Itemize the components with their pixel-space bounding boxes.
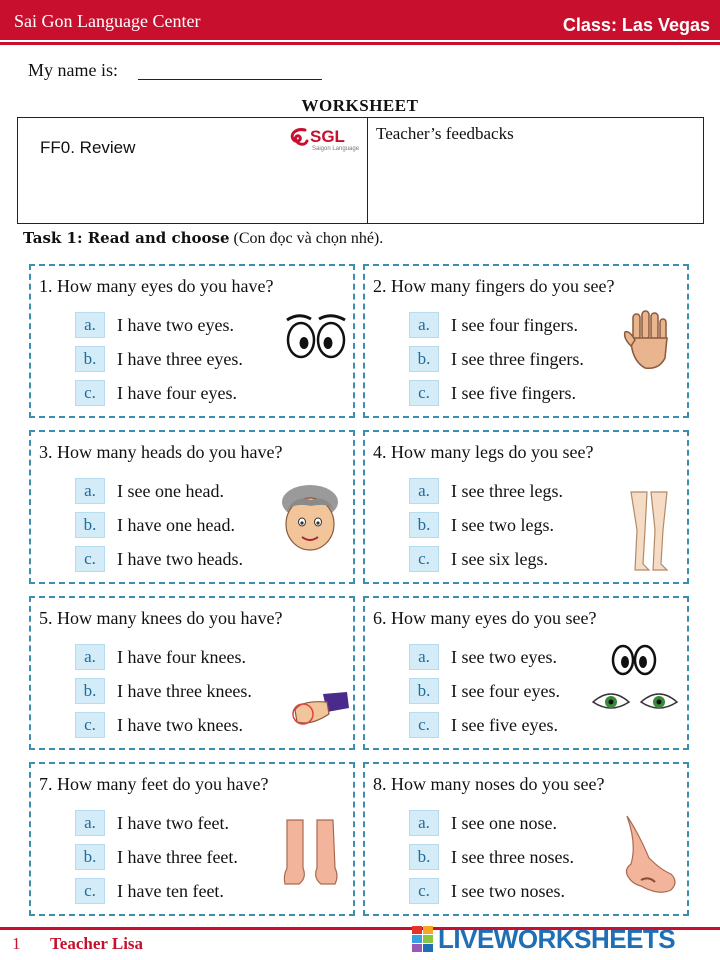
knee-icon [287, 690, 351, 730]
option-letter[interactable]: c. [409, 712, 439, 738]
sgl-swirl-icon [288, 126, 310, 150]
option-text: I see two eyes. [451, 646, 557, 667]
option-c[interactable] [75, 380, 237, 406]
option-c[interactable] [409, 712, 558, 738]
header-band [0, 0, 720, 40]
option-c[interactable] [409, 546, 548, 572]
question-text: 1. How many eyes do you have? [39, 276, 274, 296]
head-icon [275, 482, 345, 554]
logo-text: SGL [310, 127, 345, 146]
task-instruction [23, 229, 383, 248]
option-text: I have two heads. [117, 548, 243, 569]
option-text: I see four fingers. [451, 314, 578, 335]
option-a[interactable] [75, 478, 224, 504]
question-text: 8. How many noses do you see? [373, 774, 605, 794]
nose-icon [619, 814, 681, 896]
option-a[interactable] [75, 810, 229, 836]
question-text: 2. How many fingers do you see? [373, 276, 615, 296]
option-text: I see six legs. [451, 548, 548, 569]
option-text: I have three eyes. [117, 348, 243, 369]
option-text: I have three knees. [117, 680, 252, 701]
option-letter[interactable]: a. [75, 478, 105, 504]
question-card-5 [29, 596, 355, 750]
option-letter[interactable]: c. [75, 878, 105, 904]
option-a[interactable] [409, 810, 557, 836]
name-blank[interactable] [138, 79, 322, 80]
option-letter[interactable]: c. [75, 380, 105, 406]
option-letter[interactable]: a. [409, 312, 439, 338]
question-card-7 [29, 762, 355, 916]
option-text: I see three noses. [451, 846, 574, 867]
option-b[interactable] [75, 844, 238, 870]
option-a[interactable] [75, 644, 246, 670]
option-letter[interactable]: b. [75, 678, 105, 704]
option-letter[interactable]: c. [75, 546, 105, 572]
logo-subtext: Saigon Language [312, 146, 360, 152]
option-text: I see two noses. [451, 880, 565, 901]
question-text: 6. How many eyes do you see? [373, 608, 597, 628]
option-a[interactable] [409, 312, 578, 338]
class-label: Class: Las Vegas [562, 15, 710, 35]
option-text: I see four eyes. [451, 680, 560, 701]
option-a[interactable] [75, 312, 234, 338]
option-c[interactable] [75, 546, 243, 572]
question-text: 5. How many knees do you have? [39, 608, 283, 628]
lesson-title: FF0. Review [40, 138, 136, 157]
option-letter[interactable]: a. [75, 644, 105, 670]
option-letter[interactable]: b. [409, 346, 439, 372]
cartoon-eyes-icon [283, 310, 351, 362]
option-b[interactable] [409, 678, 560, 704]
option-text: I have two knees. [117, 714, 243, 735]
option-b[interactable] [75, 678, 252, 704]
option-b[interactable] [75, 346, 243, 372]
option-text: I see one nose. [451, 812, 557, 833]
option-text: I see five fingers. [451, 382, 576, 403]
option-letter[interactable]: a. [409, 644, 439, 670]
option-b[interactable] [409, 512, 554, 538]
option-text: I see three fingers. [451, 348, 584, 369]
option-letter[interactable]: a. [409, 478, 439, 504]
feedback-cell[interactable] [368, 118, 703, 223]
question-card-1 [29, 264, 355, 418]
option-text: I see one head. [117, 480, 224, 501]
option-c[interactable] [409, 380, 576, 406]
option-b[interactable] [409, 844, 574, 870]
question-card-6 [363, 596, 689, 750]
task-hint: (Con đọc và chọn nhé). [229, 230, 384, 247]
option-text: I have four eyes. [117, 382, 237, 403]
option-letter[interactable]: a. [409, 810, 439, 836]
option-letter[interactable]: a. [75, 810, 105, 836]
task-label: Task 1: Read and choose [23, 229, 230, 247]
feet-icon [281, 818, 341, 888]
option-text: I have four knees. [117, 646, 246, 667]
option-text: I have two feet. [117, 812, 229, 833]
hand-icon [621, 310, 677, 374]
liveworksheets-logo [412, 924, 675, 954]
option-text: I see three legs. [451, 480, 563, 501]
option-letter[interactable]: b. [75, 346, 105, 372]
question-card-3 [29, 430, 355, 584]
option-text: I see two legs. [451, 514, 554, 535]
option-letter[interactable]: c. [409, 380, 439, 406]
feedback-label: Teacher’s feedbacks [376, 124, 514, 143]
liveworksheets-mark-icon [412, 926, 434, 952]
header-rule [0, 42, 720, 45]
option-a[interactable] [409, 478, 563, 504]
option-letter[interactable]: b. [409, 678, 439, 704]
question-text: 7. How many feet do you have? [39, 774, 269, 794]
eyes-pairs-icon [591, 642, 681, 720]
center-name: Sai Gon Language Center [14, 11, 201, 31]
option-letter[interactable]: b. [75, 844, 105, 870]
worksheet-title: WORKSHEET [301, 96, 419, 115]
info-table [17, 117, 704, 224]
liveworksheets-text: LIVEWORKSHEETS [438, 923, 676, 954]
legs-icon [627, 490, 671, 574]
option-letter[interactable]: b. [409, 512, 439, 538]
page-number: 1 [12, 934, 21, 953]
option-text: I have ten feet. [117, 880, 224, 901]
question-card-4 [363, 430, 689, 584]
option-a[interactable] [409, 644, 557, 670]
option-text: I have one head. [117, 514, 235, 535]
option-text: I see five eyes. [451, 714, 558, 735]
teacher-name: Teacher Lisa [50, 934, 144, 953]
question-text: 4. How many legs do you see? [373, 442, 594, 462]
option-letter[interactable]: c. [409, 546, 439, 572]
option-text: I have three feet. [117, 846, 238, 867]
question-card-2 [363, 264, 689, 418]
sgl-logo [288, 126, 363, 154]
name-label: My name is: [28, 60, 118, 80]
lesson-cell [18, 118, 368, 223]
option-c[interactable] [75, 712, 243, 738]
option-letter[interactable]: b. [409, 844, 439, 870]
option-text: I have two eyes. [117, 314, 234, 335]
question-text: 3. How many heads do you have? [39, 442, 283, 462]
question-card-8 [363, 762, 689, 916]
option-b[interactable] [75, 512, 235, 538]
option-c[interactable] [409, 878, 565, 904]
option-letter[interactable]: a. [75, 312, 105, 338]
option-letter[interactable]: c. [75, 712, 105, 738]
option-c[interactable] [75, 878, 224, 904]
option-letter[interactable]: b. [75, 512, 105, 538]
option-b[interactable] [409, 346, 584, 372]
option-letter[interactable]: c. [409, 878, 439, 904]
